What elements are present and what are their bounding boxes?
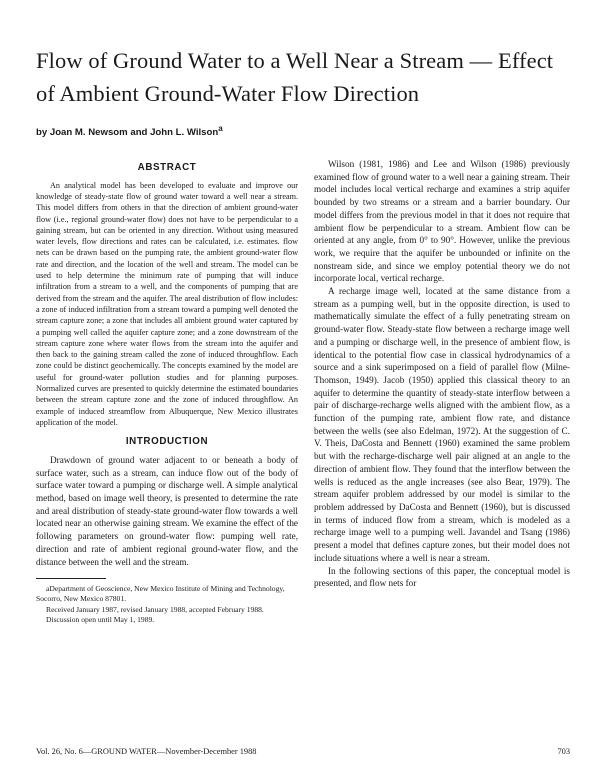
authors-text: by Joan M. Newsom and John L. Wilson (36, 127, 219, 139)
footnote-received: Received January 1987, revised January 1988, accepted February 1988. (46, 604, 264, 614)
article-title: Flow of Ground Water to a Well Near a Stream — Effect of Ambient Ground-Water Flow Direction (36, 48, 554, 106)
right-column (314, 158, 570, 590)
body-paragraph-1: Wilson (1981, 1986) and Lee and Wilson (1986) previously examined flow of ground water to a well near a gaining stream. Their model includes local vertical recharge and examines a strip aquifer bounded by two streams or a stream and a barrier boundary. Our model differs from the previous model in that it does not require that ambient flow be perpendicular to a stream. Ambient flow can be oriented at any angle, from 0° to 90°. However, unlike the previous work, we require that the aquifer be unbounded or infinite on the nonstream side, and since we employ potential theory we do not incorporate local, vertical recharge. (314, 159, 570, 284)
abstract-heading: ABSTRACT (137, 162, 197, 173)
left-column (36, 158, 298, 625)
body-paragraph-2: A recharge image well, located at the same distance from a stream as a pumping well, but in the opposite direction, is used to mathematically simulate the effect of a fully penetrating stream on ground-water flow. Steady-state flow between a recharge image well and a pumping or discharge well, in the presence of ambient flow, is identical to the potential flow case in classical hydrodynamics of a source and a sink superimposed on a field of parallel flow (Milne-Thomson, 1949). Jacob (1950) applied this classical theory to an aquifer to determine the quantity of steady-state interflow between a pair of discharge-recharge wells aligned with the ambient flow, as a function of the pumping rate, ambient flow rate, and distance between the wells (see also Edelman, 1972). At the suggestion of C. V. Theis, DaCosta and Bennett (1960) examined the same problem but with the recharge-discharge well pair aligned at an angle to the direction of ambient flow. They found that the interflow between the wells is reduced as the angle increases (see also Bear, 1979). The stream aquifer problem addressed by our model is similar to the problem addressed by DaCosta and Bennett (1960), but is discussed in terms of induced flow from a stream, which is modeled as a recharge image well to a pumping well. Javandel and Tsang (1986) present a model that defines capture zones, but their model does not include situations where a well is near a stream. (314, 286, 570, 563)
abstract-text: An analytical model has been developed to evaluate and improve our knowledge of steady-state flow of ground water toward a well near a stream. This model differs from others in that the direction of ambient ground-water flow (i.e., regional ground-water flow) does not have to be perpendicular to a gaining stream, but can be oriented in any direction. Without using measured water levels, flow directions and rates can be calculated, i.e. estimates. flow nets can be drawn based on the pumping rate, the ambient ground-water flow rate and direction, and the location of the well and stream. The model can be used to help determine the minimum rate of pumping that will induce infiltration from a stream to a well, and the components of pumping that are derived from the stream and the aquifer. The areal distribution of flow includes: a zone of induced infiltration from a stream toward a pumping well denoted the stream capture zone; a zone that includes all ambient ground water captured by a pumping well called the aquifer capture zone; and a zone downstream of the stream capture zone where water flows from the stream into the aquifer and then back to the gaining stream called the zone of induced throughflow. Each zone could be distinct geochemically. The concepts examined by the model are useful for ground-water pollution studies and for planning purposes. Normalized curves are presented to quickly determine the estimated boundaries between the stream capture zone and the zone of induced throughflow. An example of induced streamflow from Albuquerque, New Mexico illustrates application of the model. (36, 180, 298, 427)
introduction-heading: INTRODUCTION (125, 436, 209, 448)
journal-citation: Vol. 26, No. 6—GROUND WATER—November-December 1988 (36, 747, 257, 756)
footnote-affiliation: aDepartment of Geoscience, New Mexico Institute of Mining and Technology, Socorro, New Mexico 87801. (36, 584, 285, 604)
page-footer (36, 747, 570, 756)
page-number: 703 (557, 747, 570, 756)
author-footnote-mark: a (218, 124, 223, 133)
body-paragraph-3: In the following sections of this paper, the conceptual model is presented, and flow nets for (314, 565, 570, 589)
author-line (36, 124, 536, 138)
footnote-discussion: Discussion open until May 1, 1989. (46, 614, 155, 624)
footnote-divider (36, 578, 106, 579)
introduction-text: Drawdown of ground water adjacent to or beneath a body of surface water, such as a stream, can induce flow out of the body of surface water toward a pumping or discharge well. A simple analytical method, based on image well theory, is presented to determine the rate and areal distribution of steady-state ground-water flow towards a well located near an otherwise gaining stream. We examine the effect of the following parameters on ground-water flow: pumping well rate, direction and rate of ambient regional ground-water flow, and the distance between the well and the stream. (36, 454, 298, 567)
